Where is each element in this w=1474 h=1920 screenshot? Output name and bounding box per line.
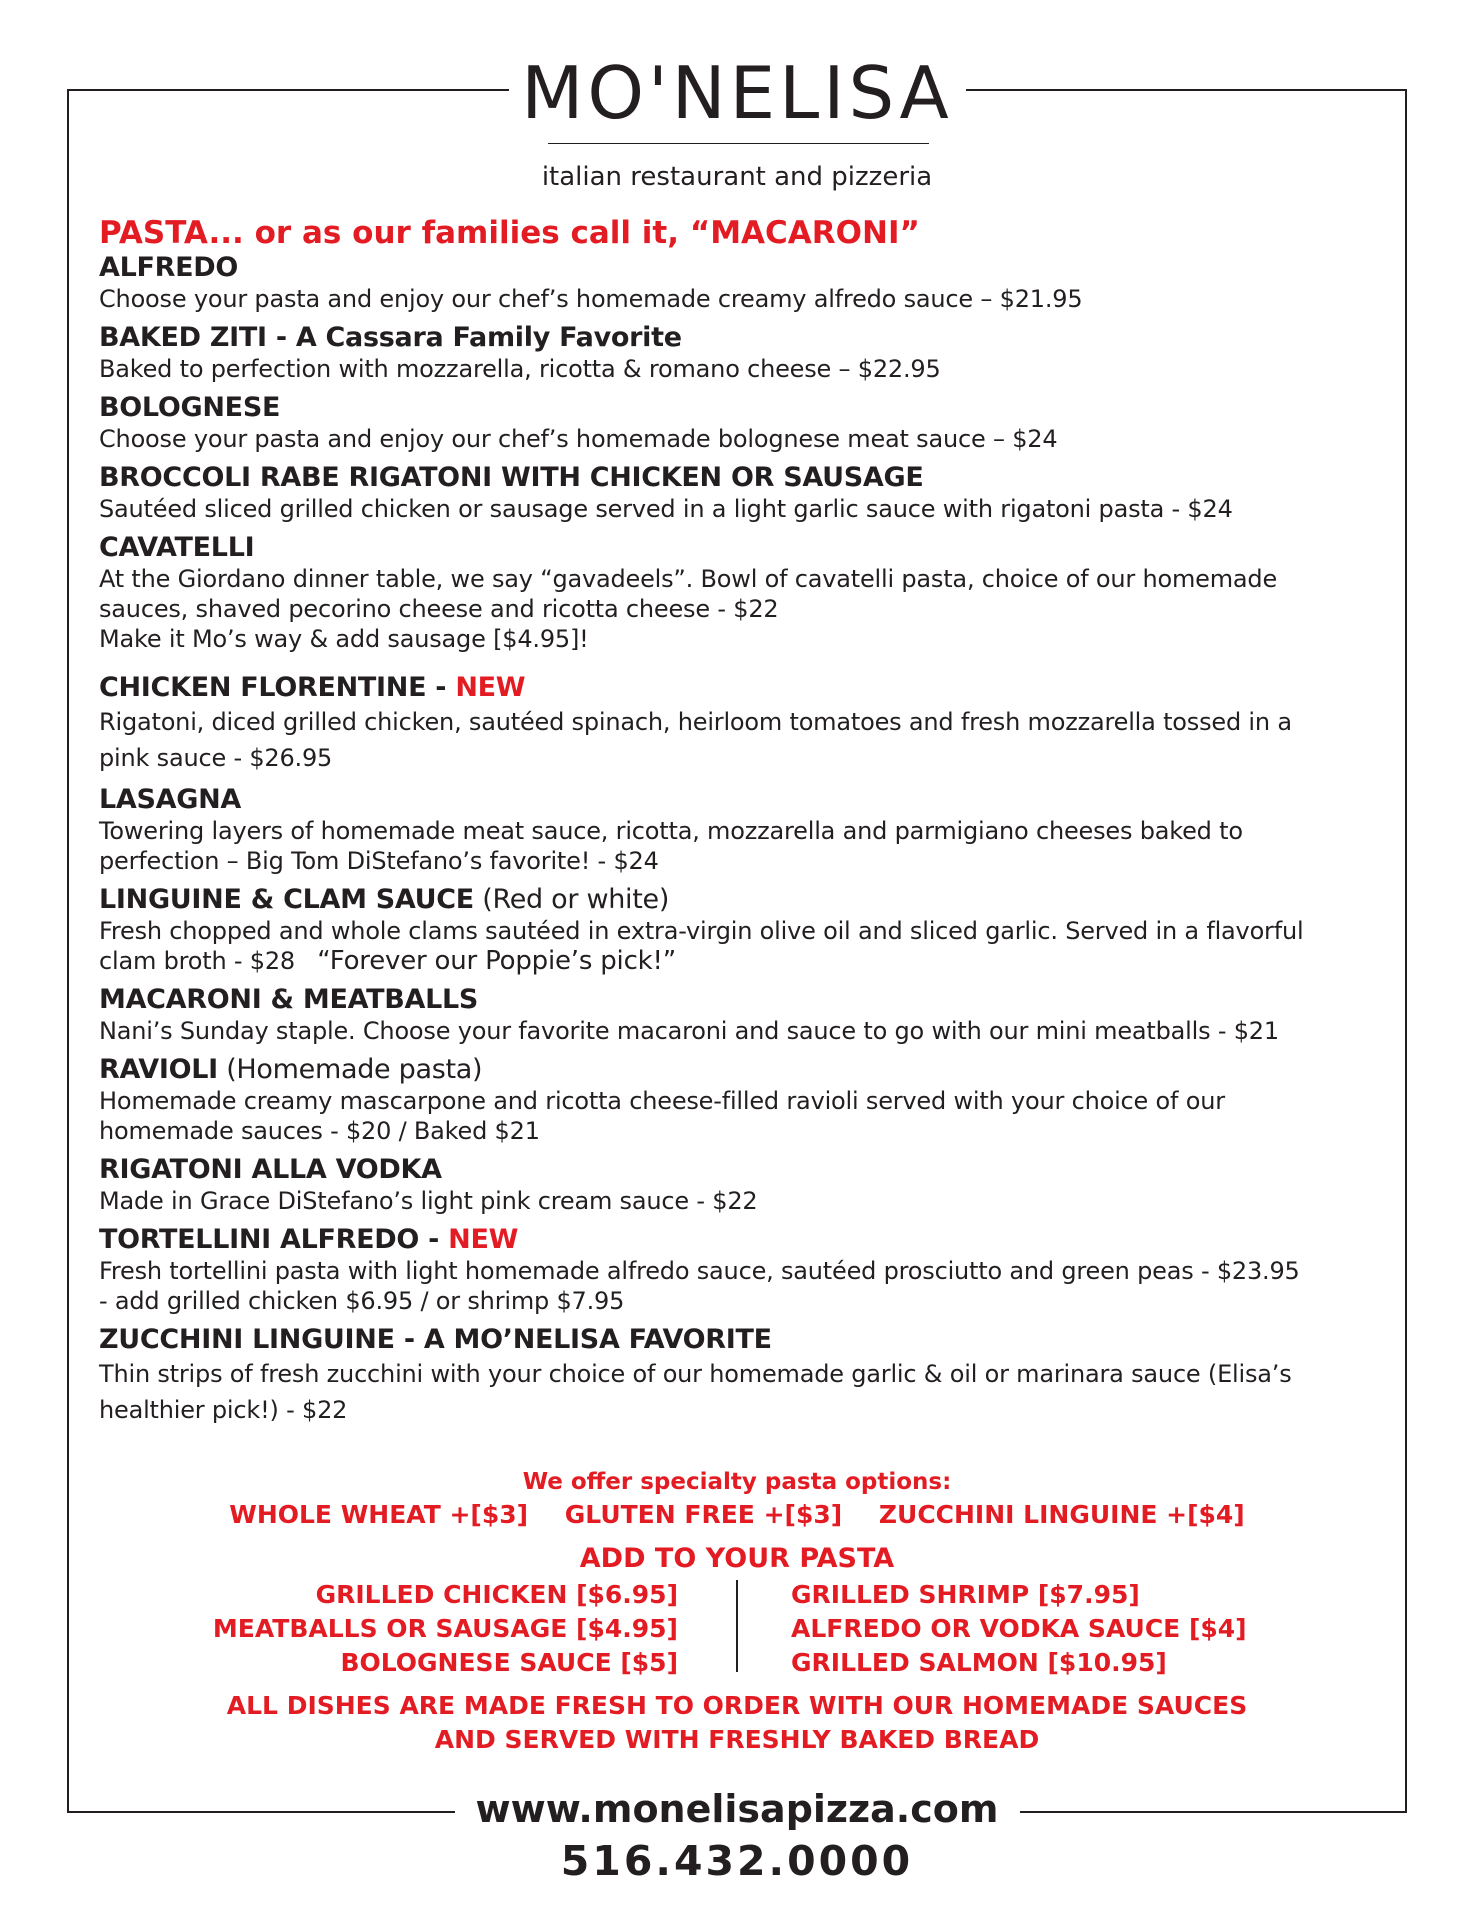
menu-item (99, 672, 1389, 776)
menu-item (99, 462, 1389, 524)
logo-divider (548, 143, 929, 144)
item-name: BAKED ZITI - A Cassara Family Favorite (99, 322, 682, 353)
item-name: CHICKEN FLORENTINE - NEW (99, 672, 526, 703)
specialty-option: ZUCCHINI LINGUINE +[$4] (878, 1500, 1245, 1529)
item-description: Sautéed sliced grilled chicken or sausage served in a light garlic sauce with rigatoni pasta - $24 (99, 495, 1233, 523)
addons-divider (736, 1580, 738, 1672)
item-name: CAVATELLI (99, 532, 255, 563)
footer-note-line: AND SERVED WITH FRESHLY BAKED BREAD (434, 1725, 1040, 1754)
item-description-text: clam broth - $28 (99, 947, 295, 975)
menu-item (99, 1154, 1389, 1216)
item-description: - add grilled chicken $6.95 / or shrimp $7.95 (99, 1287, 625, 1315)
footer-note-line: ALL DISHES ARE MADE FRESH TO ORDER WITH OUR HOMEMADE SAUCES (226, 1691, 1248, 1720)
tagline: italian restaurant and pizzeria (541, 162, 933, 192)
phone-number: 516.432.0000 (560, 1837, 914, 1885)
item-description: Homemade creamy mascarpone and ricotta cheese-filled ravioli served with your choice of our (99, 1087, 1225, 1115)
item-name: RIGATONI ALLA VODKA (99, 1154, 442, 1185)
item-description: Thin strips of fresh zucchini with your choice of our homemade garlic & oil or marinara sauce (Elisa’s (99, 1360, 1292, 1388)
item-name: MACARONI & MEATBALLS (99, 984, 479, 1015)
website-link[interactable]: www.monelisapizza.com (475, 1787, 999, 1831)
item-name: ZUCCHINI LINGUINE - A MO’NELISA FAVORITE (99, 1324, 772, 1355)
new-badge: NEW (455, 672, 526, 703)
menu-item (99, 984, 1389, 1046)
addon-item: MEATBALLS OR SAUSAGE [$4.95] (212, 1614, 678, 1643)
item-name: TORTELLINI ALFREDO - NEW (99, 1224, 519, 1255)
item-description: pink sauce - $26.95 (99, 744, 333, 772)
item-description: Nani’s Sunday staple. Choose your favorite macaroni and sauce to go with our mini meatballs - $21 (99, 1017, 1279, 1045)
item-name: ALFREDO (99, 252, 239, 283)
item-name: RAVIOLI (Homemade pasta) (99, 1054, 483, 1085)
item-description: Baked to perfection with mozzarella, ricotta & romano cheese – $22.95 (99, 355, 941, 383)
menu-item (99, 1054, 1389, 1146)
item-description: sauces, shaved pecorino cheese and ricotta cheese - $22 (99, 595, 779, 623)
footer-note (0, 1689, 1474, 1757)
item-description: Fresh tortellini pasta with light homemade alfredo sauce, sautéed prosciutto and green peas - $23.95 (99, 1257, 1300, 1285)
menu-item (99, 252, 1389, 314)
menu-item (99, 884, 1389, 976)
item-name: LASAGNA (99, 784, 241, 815)
item-description: Towering layers of homemade meat sauce, ricotta, mozzarella and parmigiano cheeses baked to (99, 817, 1243, 845)
menu-item (99, 392, 1389, 454)
addon-item: GRILLED CHICKEN [$6.95] (315, 1580, 678, 1609)
new-badge: NEW (448, 1224, 519, 1255)
menu-item (99, 1324, 1389, 1428)
menu-item (99, 1224, 1389, 1316)
item-name: LINGUINE & CLAM SAUCE (Red or white) (99, 884, 670, 915)
item-name-suffix: (Red or white) (473, 884, 670, 915)
menu-item (99, 322, 1389, 384)
addons-right-column (791, 1578, 1291, 1680)
item-description: Choose your pasta and enjoy our chef’s homemade creamy alfredo sauce – $21.95 (99, 285, 1083, 313)
restaurant-logo: MO'NELISA (521, 51, 953, 135)
item-description: Fresh chopped and whole clams sautéed in extra-virgin olive oil and sliced garlic. Served in a flavorful (99, 917, 1304, 945)
addon-item: GRILLED SALMON [$10.95] (791, 1648, 1167, 1677)
addons-title: ADD TO YOUR PASTA (579, 1543, 895, 1574)
specialty-title: We offer specialty pasta options: (522, 1469, 952, 1495)
item-description: Made in Grace DiStefano’s light pink cream sauce - $22 (99, 1187, 758, 1215)
item-quote: “Forever our Poppie’s pick!” (317, 946, 677, 976)
item-name-suffix: (Homemade pasta) (217, 1054, 483, 1085)
item-description: homemade sauces - $20 / Baked $21 (99, 1117, 540, 1145)
specialty-option: GLUTEN FREE +[$3] (564, 1500, 843, 1529)
specialty-option: WHOLE WHEAT +[$3] (229, 1500, 529, 1529)
section-title: PASTA... or as our families call it, “MACARONI” (99, 215, 920, 251)
item-description: Make it Mo’s way & add sausage [$4.95]! (99, 625, 589, 653)
item-description: Choose your pasta and enjoy our chef’s homemade bolognese meat sauce – $24 (99, 425, 1058, 453)
item-description (99, 946, 1389, 976)
item-description: Rigatoni, diced grilled chicken, sautéed spinach, heirloom tomatoes and fresh mozzarella tossed in a (99, 708, 1292, 736)
item-description: healthier pick!) - $22 (99, 1396, 348, 1424)
menu-item (99, 532, 1389, 654)
menu-item (99, 784, 1389, 876)
specialty-options (0, 1499, 1474, 1531)
item-description: At the Giordano dinner table, we say “gavadeels”. Bowl of cavatelli pasta, choice of our homemade (99, 565, 1278, 593)
addon-item: BOLOGNESE SAUCE [$5] (340, 1648, 678, 1677)
item-description: perfection – Big Tom DiStefano’s favorite! - $24 (99, 847, 659, 875)
item-name: BROCCOLI RABE RIGATONI WITH CHICKEN OR SAUSAGE (99, 462, 924, 493)
addons-left-column (180, 1578, 678, 1680)
addon-item: GRILLED SHRIMP [$7.95] (791, 1580, 1140, 1609)
addon-item: ALFREDO OR VODKA SAUCE [$4] (791, 1614, 1247, 1643)
menu-items (99, 252, 1389, 1436)
item-name: BOLOGNESE (99, 392, 281, 423)
